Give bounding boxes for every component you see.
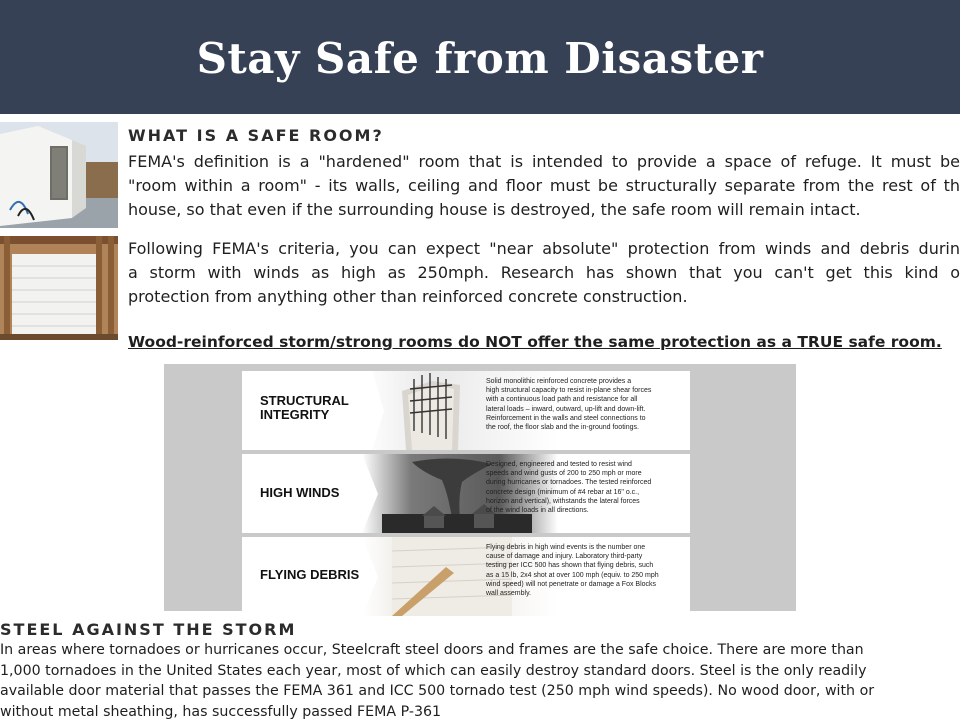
panel-description (486, 543, 690, 598)
panel-description (486, 377, 690, 432)
panel-text-line: horizon and vertical), withstands the lateral forces (486, 497, 640, 505)
safe-room-construction-photo (0, 236, 118, 340)
title-banner (0, 0, 960, 114)
panel-text-line: lateral loads – inward, outward, up-lift and down-lift. (486, 405, 646, 413)
steel-paragraph (0, 640, 874, 720)
steel-line: In areas where tornadoes or hurricanes occur, Steelcraft steel doors and frames are the safe choice. There are more than (0, 642, 864, 658)
panel-text-line: Solid monolithic reinforced concrete provides a (486, 378, 632, 385)
panel-title (260, 394, 349, 422)
protection-line: protection from anything other than reinforced concrete construction. (128, 287, 688, 306)
safe-room-warning: Wood-reinforced storm/strong rooms do NOT offer the same protection as a TRUE safe room. (128, 333, 942, 351)
panel-title-line: HIGH WINDS (260, 485, 340, 500)
definition-line: FEMA's definition is a "hardened" room that is intended to provide a space of refuge. It must be (128, 152, 960, 171)
panel-title-line: FLYING DEBRIS (260, 567, 360, 582)
protection-infographic (164, 364, 796, 611)
panel-text-line: testing per ICC 500 has shown that flying debris, such (486, 562, 654, 570)
protection-line: a storm with winds as high as 250mph. Research has shown that you can't get this kind o (128, 263, 960, 282)
definition-line: house, so that even if the surrounding house is destroyed, the safe room will remain intact. (128, 200, 861, 219)
panel-text-line: Flying debris in high wind events is the number one (486, 544, 646, 551)
panel-title (260, 568, 359, 582)
panel-text-line: cause of damage and injury. Laboratory third-party (486, 553, 643, 561)
panel-text-line: wall assembly. (486, 590, 531, 598)
panel-text-line: Designed, engineered and tested to resist wind (486, 461, 632, 468)
panel-title (260, 486, 339, 500)
panel-text-line: high structural capacity to resist in-plane shear forces (486, 387, 652, 395)
panel-text-line: the roof, the floor slab and the in-ground footings. (486, 424, 639, 432)
steel-line: available door material that passes the FEMA 361 and ICC 500 tornado test (250 mph wind speeds). No wood door, with or (0, 683, 875, 699)
safe-room-exterior-photo (0, 122, 118, 228)
panel-title-line: STRUCTURAL (260, 393, 349, 408)
definition-line: "room within a room" - its walls, ceiling and floor must be structurally separate from the rest of th (128, 176, 960, 195)
protection-line: Following FEMA's criteria, you can expect "near absolute" protection from winds and debris durin (128, 239, 960, 258)
panel-text-line: speeds and wind gusts of 200 to 250 mph or more (486, 470, 642, 478)
flying-debris-panel (242, 537, 690, 616)
safe-room-heading: WHAT IS A SAFE ROOM? (128, 126, 384, 145)
panel-text-line: with a continuous load path and resistance for all (486, 396, 638, 404)
panel-text-line: Reinforcement in the walls and steel connections to (486, 414, 646, 422)
panel-title-line: INTEGRITY (260, 407, 330, 422)
panel-text-line: of the wind loads in all directions. (486, 507, 589, 515)
panel-text-line: concrete design (minimum of #4 rebar at 16" o.c., (486, 488, 640, 496)
panel-text-line: wind speed) will not penetrate or damage a Fox Blocks (486, 580, 657, 588)
high-winds-panel (242, 454, 690, 533)
structural-integrity-panel (242, 371, 690, 450)
steel-heading: STEEL AGAINST THE STORM (0, 620, 297, 639)
steel-line: without metal sheathing, has successfully passed FEMA P-361 (0, 703, 442, 720)
panel-text-line: as a 15 lb, 2x4 shot at over 100 mph (equiv. to 250 mph (486, 571, 659, 579)
page-title: Stay Safe from Disaster (196, 34, 764, 83)
steel-line: 1,000 tornadoes in the United States each year, most of which can easily destroy standard doors. Steel is the only readily (0, 662, 867, 679)
panel-text-line: during hurricanes or tornadoes. The tested reinforced (486, 479, 652, 487)
safe-room-protection (128, 237, 960, 309)
safe-room-definition (128, 150, 960, 222)
panel-description (486, 460, 690, 515)
